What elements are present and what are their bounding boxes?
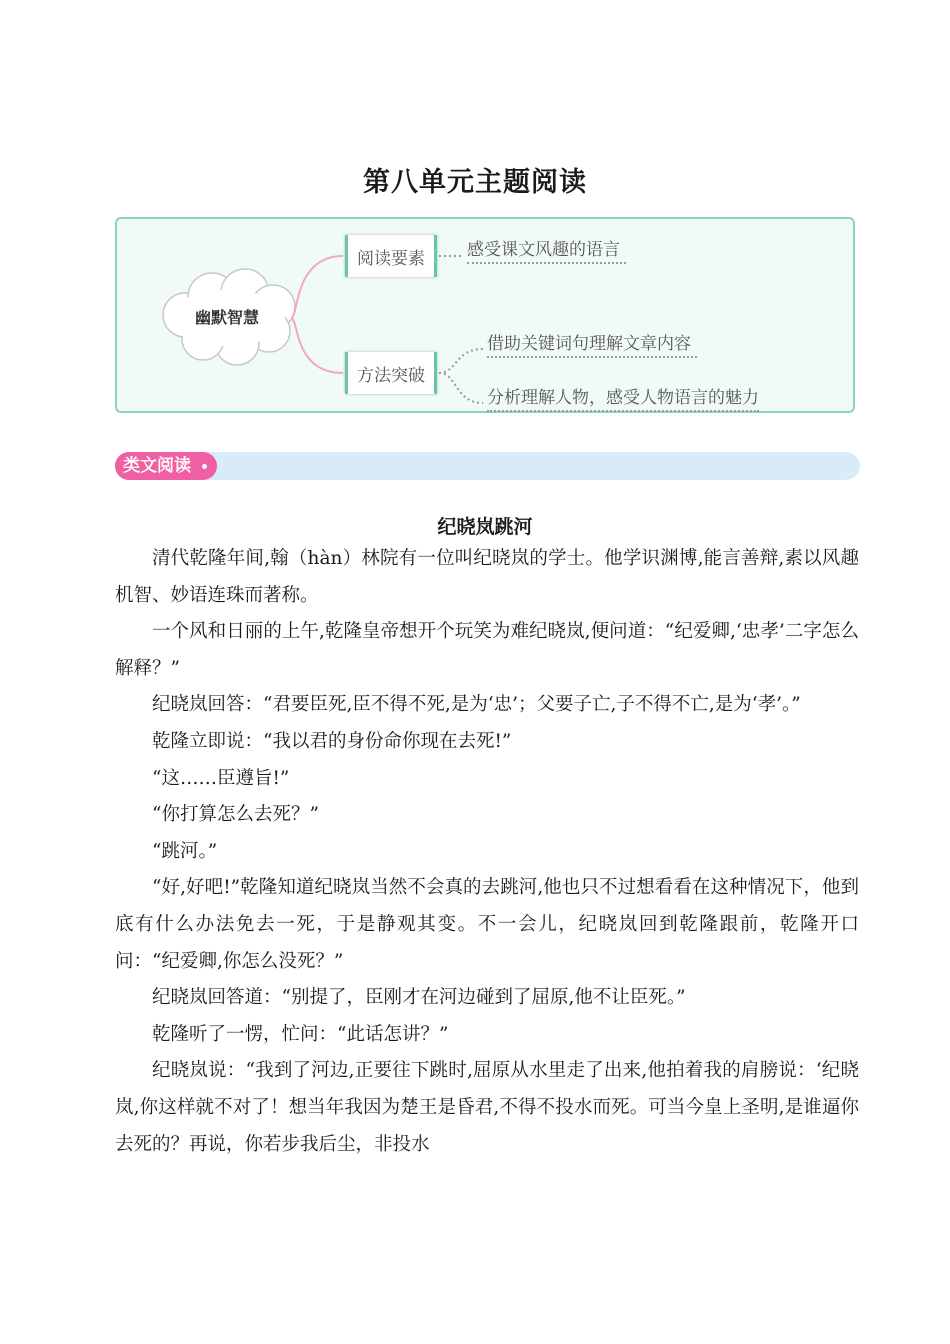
mind-map bbox=[115, 217, 855, 413]
page-title: 第八单元主题阅读 bbox=[363, 167, 587, 198]
paragraph: 乾隆立即说：“我以君的身份命你现在去死!” bbox=[152, 730, 512, 752]
leaf-item: 感受课文风趣的语言 bbox=[467, 235, 626, 264]
paragraph: 一个风和日丽的上午,乾隆皇帝想开个玩笑为难纪晓岚,便问道：“纪爱卿,‘忠孝’二字怎么解释？” bbox=[115, 621, 859, 679]
paragraph: “好,好吧!”乾隆知道纪晓岚当然不会真的去跳河,他也只不过想看看在这种情况下，他到底有什么办法免去一死，于是静观其变。不一会儿，纪晓岚回到乾隆跟前，乾隆开口问：“纪爱卿,你怎么没死？” bbox=[115, 877, 859, 972]
paragraph: 清代乾隆年间,翰（hàn）林院有一位叫纪晓岚的学士。他学识渊博,能言善辩,素以风趣机智、妙语连珠而著称。 bbox=[115, 548, 859, 606]
branch-method: 方法突破 bbox=[345, 352, 437, 394]
section-tag-label: 类文阅读 bbox=[123, 456, 191, 476]
connector-lower bbox=[291, 318, 343, 373]
section-tag bbox=[115, 452, 217, 480]
section-header-bar bbox=[115, 452, 860, 480]
connector-upper bbox=[291, 256, 343, 318]
bullet-dot-icon bbox=[202, 464, 207, 469]
paragraph: “跳河。” bbox=[152, 840, 218, 862]
paragraph: 乾隆听了一愣，忙问：“此话怎讲？” bbox=[152, 1023, 449, 1045]
article-title: 纪晓岚跳河 bbox=[437, 516, 533, 538]
article-body bbox=[115, 541, 859, 1163]
paragraph: “这……臣遵旨!” bbox=[152, 767, 290, 789]
paragraph: “你打算怎么去死？” bbox=[152, 804, 319, 826]
branch-reading-elements: 阅读要素 bbox=[345, 235, 437, 277]
mind-map-center: 幽默智慧 bbox=[194, 308, 259, 327]
paragraph: 纪晓岚回答道：“别提了，臣刚才在河边碰到了屈原,他不让臣死。” bbox=[152, 987, 686, 1009]
leaf-item: 分析理解人物，感受人物语言的魅力 bbox=[487, 383, 759, 412]
leaf-item: 借助关键词句理解文章内容 bbox=[487, 329, 697, 358]
paragraph: 纪晓岚回答：“君要臣死,臣不得不死,是为‘忠’；父要子亡,子不得不亡,是为‘孝’。” bbox=[152, 694, 801, 716]
connector-leaf-3 bbox=[439, 373, 483, 403]
paragraph: 纪晓岚说：“我到了河边,正要往下跳时,屈原从水里走了出来,他拍着我的肩膀说：‘纪晓岚,你这样就不对了！想当年我因为楚王是昏君,不得不投水而死。可当今皇上圣明,是谁逼你去死的？再说，你若步我后尘，非投水 bbox=[115, 1060, 859, 1155]
connector-leaf-2 bbox=[439, 349, 483, 373]
